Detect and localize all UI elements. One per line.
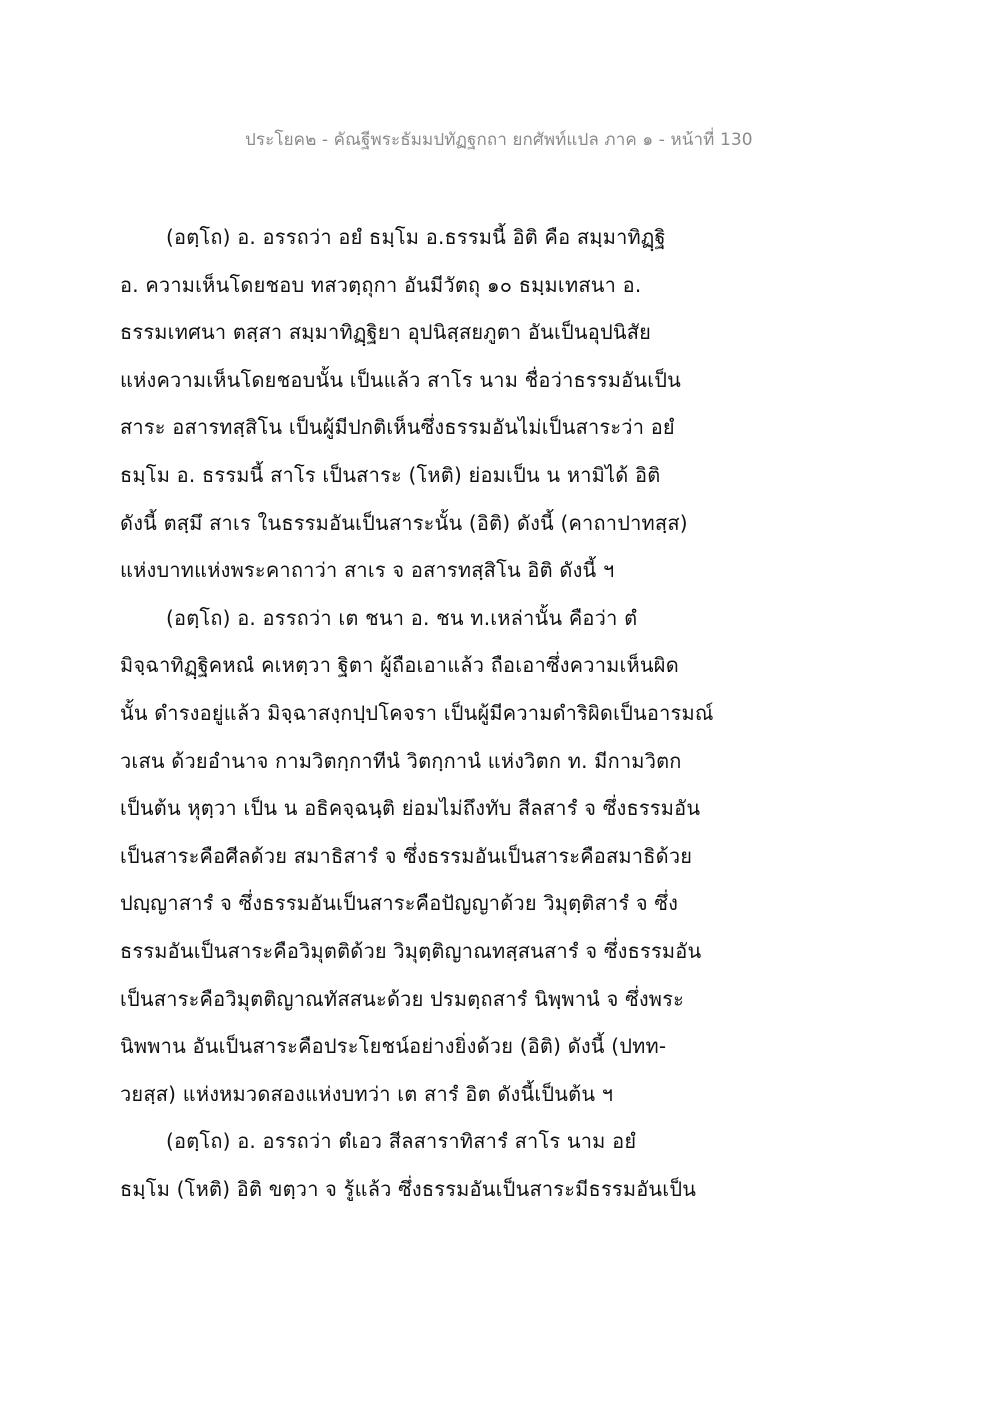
- running-header: ประโยค๒ - คัณฐีพระธัมมปทัฏฐกถา ยกศัพท์แปล ภาค ๑ - หน้าที่ 130: [245, 130, 753, 150]
- paragraph-line: ธรรมเทศนา ตสฺสา สมฺมาทิฏฺฐิยา อุปนิสฺสยภูตา อันเป็นอุปนิสัย: [120, 320, 652, 345]
- paragraph-line: วเสน ด้วยอำนาจ กามวิตกฺกาทีนํ วิตกฺกานํ แห่งวิตก ท. มีกามวิตก: [120, 748, 682, 773]
- paragraph-line: (อตฺโถ) อ. อรรถว่า ตํเอว สีลสาราทิสารํ สาโร นาม อยํ: [166, 1129, 637, 1154]
- paragraph-line: แห่งความเห็นโดยชอบนั้น เป็นแล้ว สาโร นาม ชื่อว่าธรรมอันเป็น: [120, 367, 682, 392]
- body-text: [120, 214, 720, 1213]
- paragraph-line: มิจฺฉาทิฏฺฐิคหณํ คเหตฺวา ฐิตา ผู้ถือเอาแล้ว ถือเอาซึ่งความเห็นผิด: [120, 653, 679, 678]
- paragraph-line: นิพพาน อันเป็นสาระคือประโยชน์อย่างยิ่งด้วย (อิติ) ดังนี้ (ปทท-: [120, 1034, 667, 1059]
- paragraph-line: เป็นสาระคือศีลด้วย สมาธิสารํ จ ซึ่งธรรมอันเป็นสาระคือสมาธิด้วย: [120, 843, 693, 868]
- paragraph-line: เป็นสาระคือวิมุตติญาณทัสสนะด้วย ปรมตฺถสารํ นิพฺพานํ จ ซึ่งพระ: [120, 986, 685, 1011]
- paragraph-line: (อตฺโถ) อ. อรรถว่า อยํ ธมฺโม อ.ธรรมนี้ อิติ คือ สมฺมาทิฏฺฐิ: [166, 225, 666, 249]
- paragraph-line: เป็นต้น หุตฺวา เป็น น อธิคจฺฉนฺติ ย่อมไม่ถึงทับ สีลสารํ จ ซึ่งธรรมอัน: [120, 796, 701, 821]
- paragraph-line: วยสฺส) แห่งหมวดสองแห่งบทว่า เต สารํ อิต ดังนี้เป็นต้น ฯ: [120, 1081, 614, 1106]
- paragraph-line: ปญฺญาสารํ จ ซึ่งธรรมอันเป็นสาระคือปัญญาด้วย วิมุตฺติสารํ จ ซึ่ง: [120, 891, 679, 916]
- paragraph-line: สาระ อสารทสฺสิโน เป็นผู้มีปกติเห็นซึ่งธรรมอันไม่เป็นสาระว่า อยํ: [120, 415, 675, 440]
- paragraph-line: แห่งบาทแห่งพระคาถาว่า สาเร จ อสารทสฺสิโน อิติ ดังนี้ ฯ: [120, 558, 615, 583]
- paragraph-line: ธมฺโม อ. ธรรมนี้ สาโร เป็นสาระ (โหติ) ย่อมเป็น น หามิได้ อิติ: [120, 462, 661, 487]
- paragraph-line: อ. ความเห็นโดยชอบ ทสวตฺถุกา อันมีวัตถุ ๑๐ ธมฺมเทสนา อ.: [120, 272, 642, 297]
- paragraph-line: นั้น ดำรงอยู่แล้ว มิจฺฉาสงฺกปฺปโคจรา เป็นผู้มีความดำริผิดเป็นอารมณ์: [120, 700, 714, 725]
- paragraph-line: ธรรมอันเป็นสาระคือวิมุตติด้วย วิมุตฺติญาณทสฺสนสารํ จ ซึ่งธรรมอัน: [120, 938, 702, 963]
- paragraph-line: (อตฺโถ) อ. อรรถว่า เต ชนา อ. ชน ท.เหล่านั้น คือว่า ตํ: [166, 605, 638, 630]
- paragraph-line: ธมฺโม (โหติ) อิติ ขตฺวา จ รู้แล้ว ซึ่งธรรมอันเป็นสาระมีธรรมอันเป็น: [120, 1176, 697, 1201]
- paragraph-line: ดังนี้ ตสฺมึ สาเร ในธรรมอันเป็นสาระนั้น (อิติ) ดังนี้ (คาถาปาทสฺส): [120, 510, 688, 535]
